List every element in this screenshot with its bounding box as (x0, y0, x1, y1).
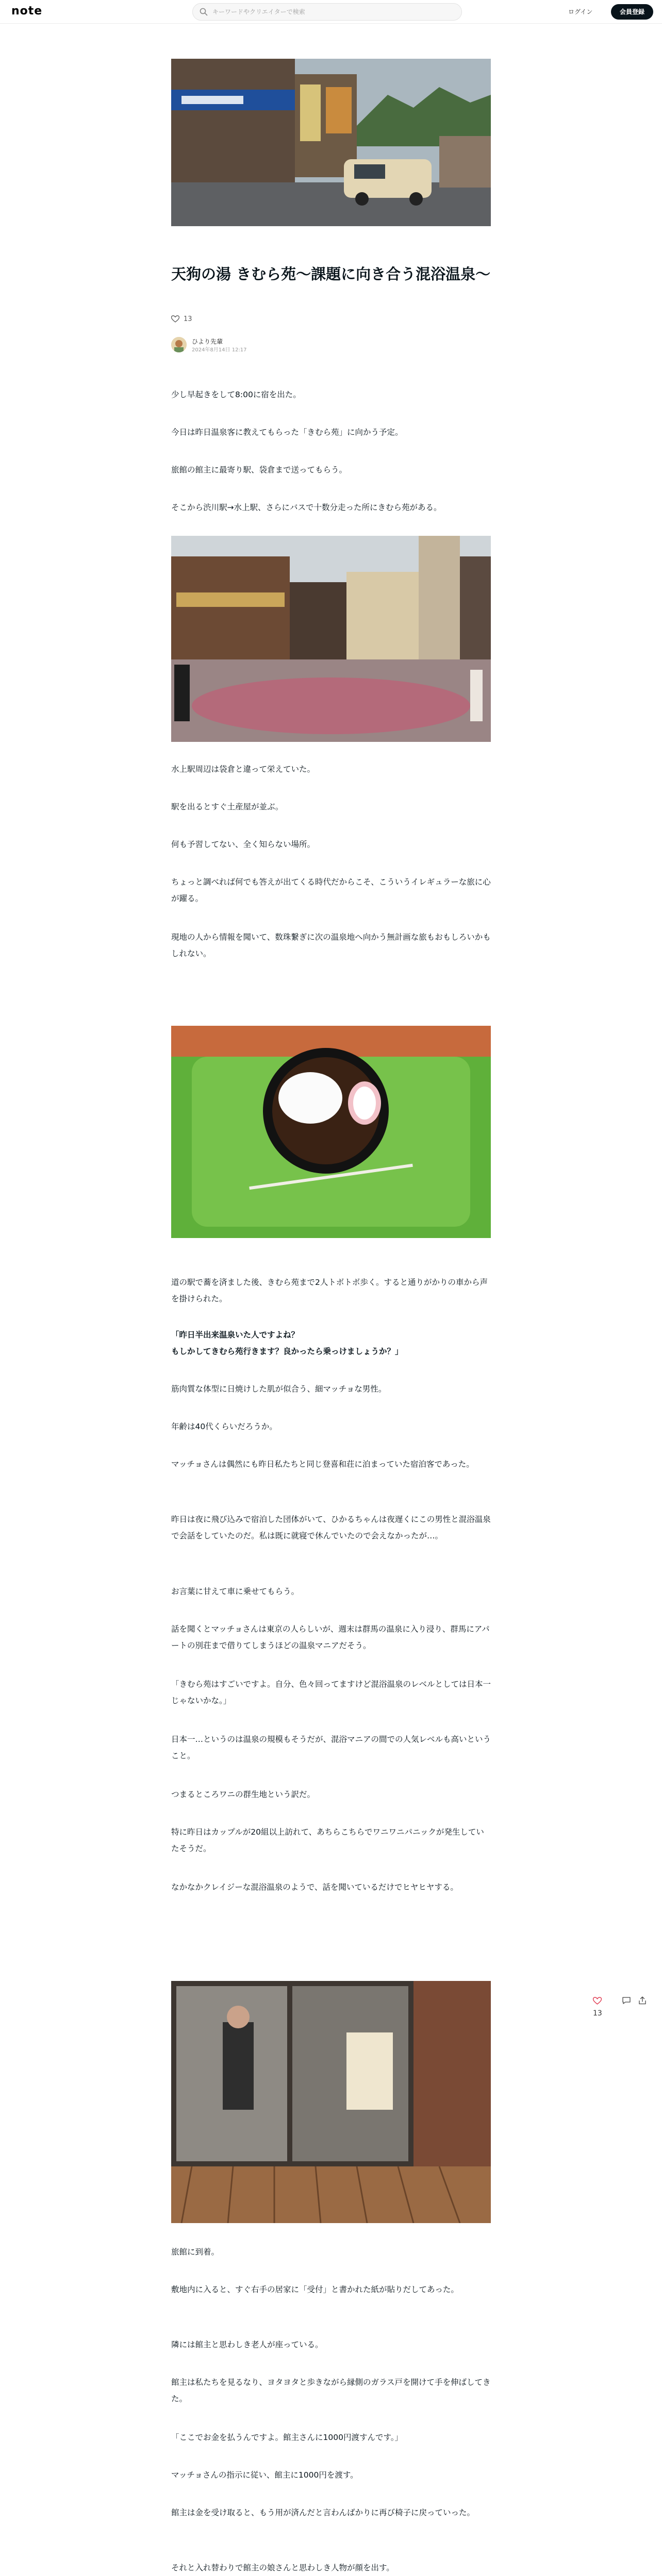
paragraph: 何も予習してない、全く知らない場所。 (171, 840, 316, 849)
author-name[interactable]: ひより先輩 (192, 338, 223, 345)
station-plaza-photo (171, 536, 491, 742)
paragraph: マッチョさんは偶然にも昨日私たちと同じ登喜和荘に泊まっていた宿泊客であった。 (171, 1460, 474, 1469)
soba-photo (171, 1026, 491, 1238)
paragraph: 駅を出るとすぐ土産屋が並ぶ。 (171, 802, 284, 811)
soba-image (171, 1026, 491, 1238)
float-like-button[interactable] (593, 1995, 602, 2018)
paragraph: そこから渋川駅→水上駅、さらにバスで十数分走った所にきむら苑がある。 (171, 503, 442, 512)
paragraph: 話を聞くとマッチョさんは東京の人らしいが、週末は群馬の温泉に入り浸り、群馬にアパートの別荘まで借りてしまうほどの温泉マニアだそう。 (171, 1624, 490, 1650)
avatar-image (171, 337, 187, 352)
reception-image (171, 1981, 491, 2223)
hero-photo (171, 59, 491, 226)
paragraph: 昨日は夜に飛び込みで宿泊した団体がいて、ひかるちゃんは夜遅くにこの男性と混浴温泉で会話をしていたのだ。私は既に就寝で休んでいたので会えなかったが…。 (171, 1515, 491, 1540)
paragraph: なかなかクレイジーな混浴温泉のようで、話を聞いているだけでヒヤヒヤする。 (171, 1883, 458, 1892)
paragraph: 旅館に到着。 (171, 2247, 220, 2257)
like-count: 13 (184, 315, 192, 323)
paragraph: 現地の人から情報を聞いて、数珠繋ぎに次の温泉地へ向かう無計画な旅もおもしろいかもしれない。 (171, 933, 491, 958)
paragraph: お言葉に甘えて車に乗せてもらう。 (171, 1587, 300, 1596)
quote-line: もしかしてきむら苑行きます？良かったら乗っけましょうか？」 (171, 1347, 403, 1356)
author-block[interactable] (171, 336, 377, 353)
paragraph: 館主は金を受け取ると、もう用が済んだと言わんばかりに再び椅子に戻っていった。 (171, 2508, 475, 2517)
paragraph: マッチョさんの指示に従い、館主に1000円を渡す。 (171, 2470, 358, 2480)
search-box[interactable] (192, 3, 462, 21)
reception-photo (171, 1981, 491, 2223)
heart-icon[interactable] (171, 315, 179, 323)
login-button[interactable]: ログイン (568, 8, 593, 15)
note-logo[interactable]: note (11, 5, 43, 18)
paragraph: 日本一…というのは温泉の規模もそうだが、混浴マニアの間での人気レベルも高いということ。 (171, 1735, 491, 1760)
paragraph: 隣には館主と思わしき老人が座っている。 (171, 2340, 323, 2349)
paragraph: 敷地内に入ると、すぐ右手の居家に「受付」と書かれた紙が貼りだしてあった。 (171, 2285, 459, 2294)
float-like-count: 13 (593, 2009, 602, 2018)
quote-line: 「昨日半出来温泉いた人ですよね？ (171, 1330, 300, 1340)
search-input[interactable] (212, 4, 455, 20)
paragraph: 水上駅周辺は袋倉と違って栄えていた。 (171, 765, 316, 774)
publish-date: 2024年8月14日 12:17 (192, 347, 247, 353)
paragraph: 「きむら苑はすごいですよ。自分、色々回ってますけど混浴温泉のレベルとしては日本一じゃないかな。」 (171, 1680, 491, 1705)
paragraph: 今日は昨日温泉客に教えてもらった「きむら苑」に向かう予定。 (171, 428, 403, 437)
paragraph: それと入れ替わりで館主の娘さんと思わしき人物が顔を出す。 (171, 2563, 394, 2572)
paragraph: ちょっと調べれば何でも答えが出てくる時代だからこそ、こういうイレギュラーな旅に心が躍る。 (171, 877, 491, 903)
paragraph: 道の駅で蕎を済ました後、きむら苑まで2人トボトボ歩く。すると通りがかりの車から声を掛けられた。 (171, 1278, 488, 1303)
paragraph: 少し早起きをして8:00に宿を出た。 (171, 390, 301, 399)
paragraph: 特に昨日はカップルが20組以上訪れて、あちらこちらでワニワニパニックが発生していたそうだ。 (171, 1827, 484, 1853)
station-street-photo (171, 59, 491, 226)
share-button[interactable] (638, 1995, 647, 2007)
station-plaza-image (171, 536, 491, 742)
avatar[interactable] (171, 337, 187, 352)
search-icon (200, 8, 208, 16)
paragraph: つまるところワニの群生地という訳だ。 (171, 1790, 316, 1799)
paragraph: 旅館の館主に最寄り駅、袋倉まで送ってもらう。 (171, 465, 347, 474)
article-title: 天狗の湯 きむら苑〜課題に向き合う混浴温泉〜 (171, 265, 491, 283)
comment-button[interactable] (622, 1995, 631, 2007)
paragraph: 年齢は40代くらいだろうか。 (171, 1422, 277, 1431)
site-header (0, 0, 662, 24)
paragraph: 筋肉質な体型に日焼けした肌が似合う、細マッチョな男性。 (171, 1384, 387, 1394)
paragraph: 「ここでお金を払うんですよ。館主さんに1000円渡すんです。」 (171, 2433, 403, 2442)
signup-button[interactable]: 会員登録 (611, 4, 653, 20)
heart-icon (593, 1997, 602, 2005)
comment-icon (622, 1996, 631, 2005)
like-count-row[interactable] (171, 315, 192, 325)
paragraph: 館主は私たちを見るなり、ヨタヨタと歩きながら縁側のガラス戸を開けて手を伸ばしてきた。 (171, 2378, 491, 2403)
share-icon (638, 1996, 647, 2005)
